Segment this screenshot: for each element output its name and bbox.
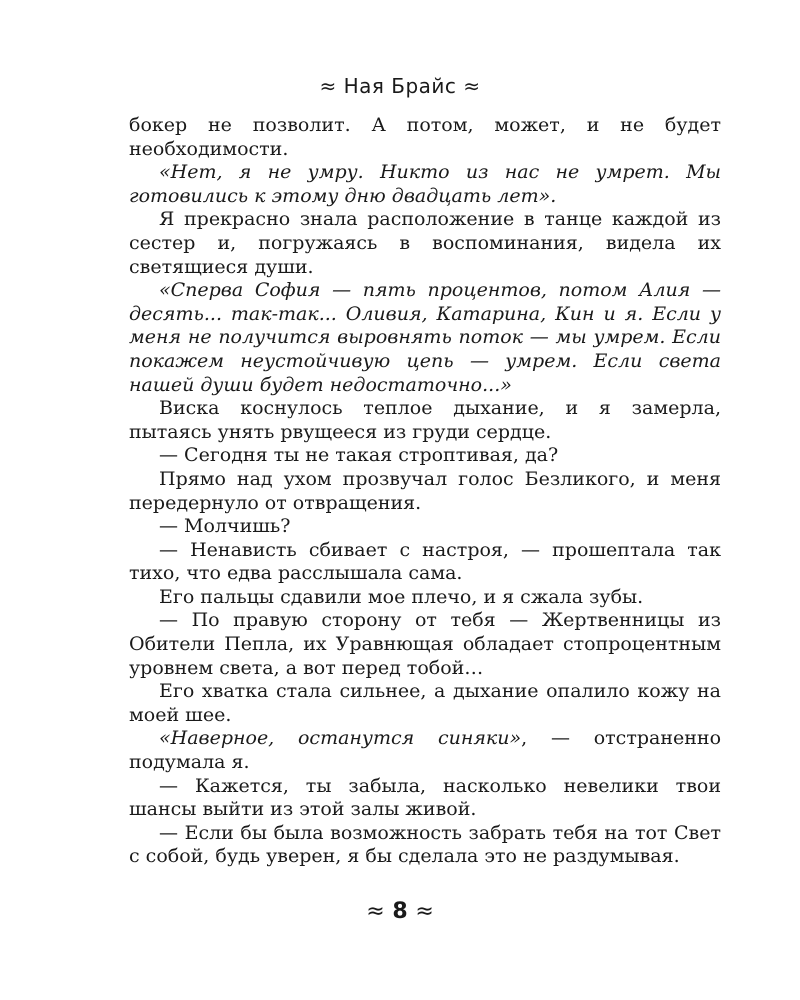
paragraph: — Молчишь?	[159, 515, 291, 538]
running-head	[0, 74, 800, 98]
paragraph: — Если бы была возможность забрать тебя на тот Свет с собой, будь уверен, я бы сделала это не раздумывая.	[129, 821, 721, 868]
paragraph: Виска коснулось теплое дыхание, и я замерла, пытаясь унять рвущееся из груди сердце.	[129, 397, 721, 443]
ornament-left: ≈	[366, 899, 385, 924]
ornament-right: ≈	[415, 899, 434, 924]
paragraph: — По правую сторону от тебя — Жертвенницы из Обители Пепла, их Уравнющая обладает стопроцентным уровнем света, а вот перед тобой…	[129, 609, 721, 679]
page-number: 8	[392, 899, 408, 924]
body-text	[129, 114, 721, 869]
page-number-footer	[0, 899, 800, 924]
paragraph: «Сперва София — пять процентов, потом Алия — десять... так-так... Оливия, Катарина, Кин и я. Если у меня не получится выровнять поток — мы умрем. Если покажем неустойчивую цепь — умрем. Если света нашей души будет недостаточно...»	[129, 279, 721, 396]
paragraph-continuation: , — отстраненно подумала я.	[129, 727, 722, 774]
paragraph: Прямо над ухом прозвучал голос Безликого, и меня передернуло от отвращения.	[129, 467, 721, 514]
italic-thought: «Наверное, останутся синяки»	[159, 727, 522, 750]
paragraph: Я прекрасно знала расположение в танце каждой из сестер и, погружаясь в воспоминания, видела их светящиеся души.	[129, 208, 721, 278]
paragraph: Его пальцы сдавили мое плечо, и я сжала зубы.	[159, 585, 644, 608]
paragraph: бокер не позволит. А потом, может, и не будет необходимости.	[129, 114, 721, 160]
ornament-left: ≈	[319, 74, 337, 98]
paragraph: — Кажется, ты забыла, насколько невелики твои шансы выйти из этой залы живой.	[129, 774, 721, 821]
paragraph: — Ненависть сбивает с настроя, — прошептала так тихо, что едва расслышала сама.	[129, 538, 721, 585]
author-name: Ная Брайс	[343, 74, 457, 98]
paragraph: Его хватка стала сильнее, а дыхание опалило кожу на моей шее.	[129, 680, 721, 726]
paragraph: «Нет, я не умру. Никто из нас не умрет. Мы готовились к этому дню двадцать лет».	[129, 161, 721, 207]
paragraph	[129, 727, 721, 774]
ornament-right: ≈	[463, 74, 481, 98]
paragraph: — Сегодня ты не такая строптивая, да?	[159, 444, 559, 467]
